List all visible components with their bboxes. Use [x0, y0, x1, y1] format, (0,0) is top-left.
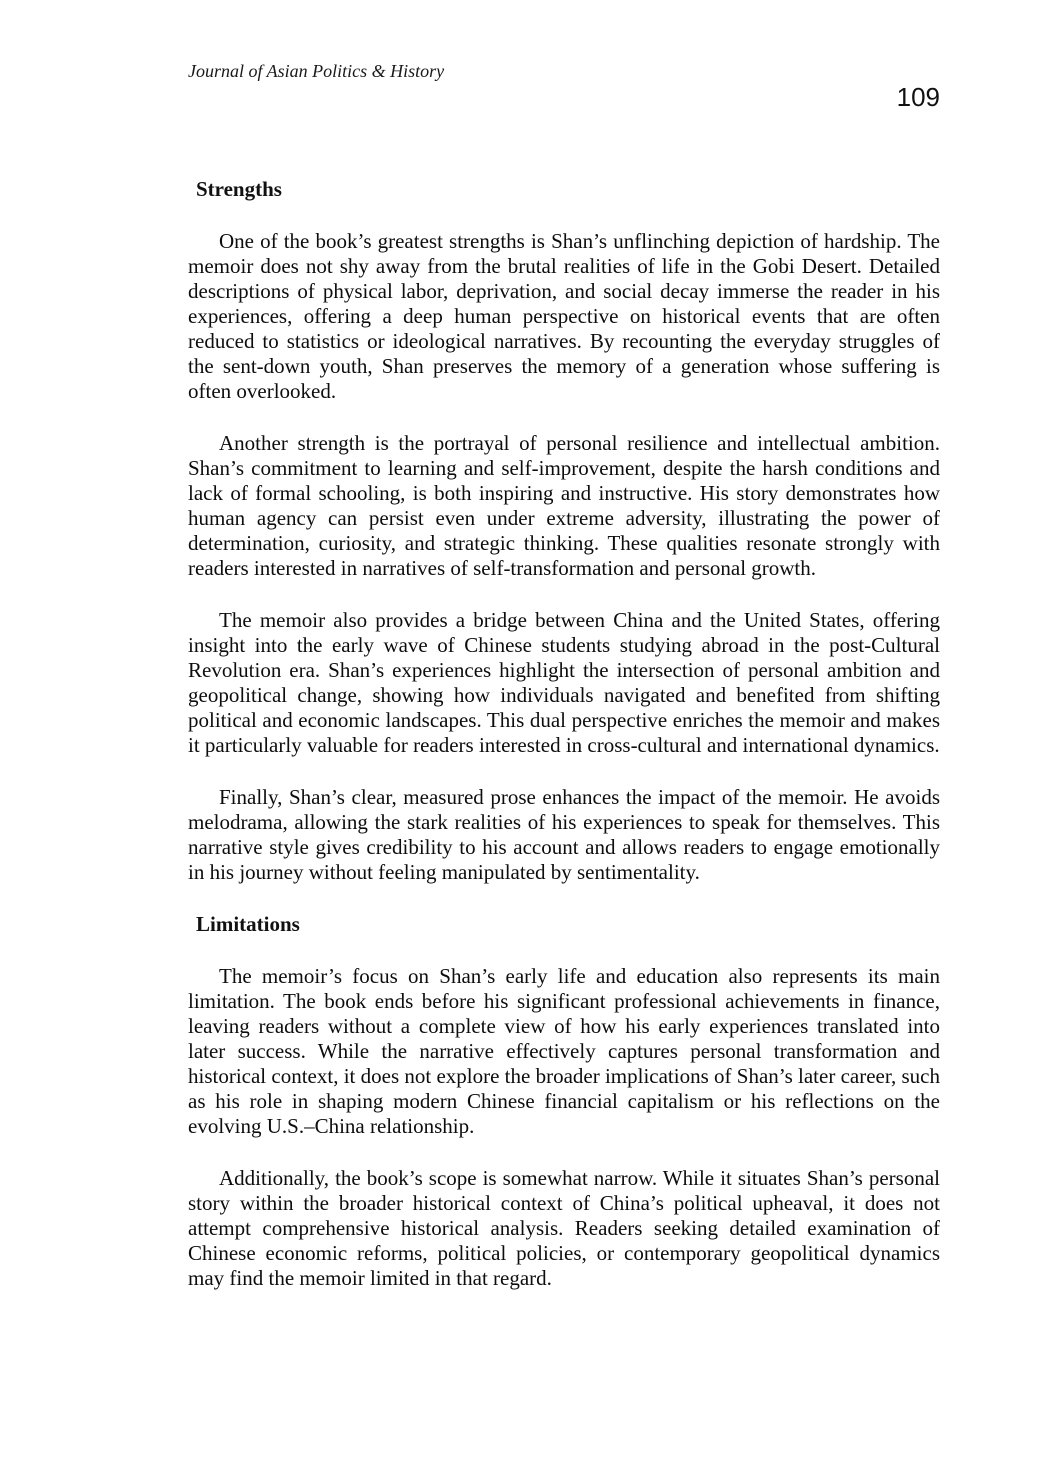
page-body [188, 177, 940, 1291]
section-heading-strengths: Strengths [196, 177, 282, 201]
section-heading-limitations: Limitations [196, 912, 300, 936]
paragraph-limitations-2: Additionally, the book’s scope is somewhat narrow. While it situates Shan’s personal story within the broader historical context of China’s political upheaval, it does not attempt comprehensive historical analysis. Readers seeking detailed examination of Chinese economic reforms, political policies, or contemporary geopolitical dynamics may find the memoir limited in that regard. [188, 1166, 940, 1290]
paragraph-strengths-1: One of the book’s greatest strengths is Shan’s unflinching depiction of hardship. The memoir does not shy away from the brutal realities of life in the Gobi Desert. Detailed descriptions of physical labor, deprivation, and social decay immerse the reader in his experiences, offering a deep human perspective on historical events that are often reduced to statistics or ideological narratives. By recounting the everyday struggles of the sent-down youth, Shan preserves the memory of a generation whose suffering is often overlooked. [188, 229, 940, 403]
paragraph-limitations-1: The memoir’s focus on Shan’s early life and education also represents its main limitation. The book ends before his significant professional achievements in finance, leaving readers without a complete view of how his early experiences translated into later success. While the narrative effectively captures personal transformation and historical context, it does not explore the broader implications of Shan’s later career, such as his role in shaping modern Chinese financial capitalism or his reflections on the evolving U.S.–China relationship. [188, 964, 941, 1138]
paragraph-strengths-2: Another strength is the portrayal of personal resilience and intellectual ambition. Shan’s commitment to learning and self-improvement, despite the harsh conditions and lack of formal schooling, is both inspiring and instructive. His story demonstrates how human agency can persist even under extreme adversity, illustrating the power of determination, curiosity, and strategic thinking. These qualities resonate strongly with readers interested in narratives of self-transformation and personal growth. [188, 431, 940, 580]
paragraph-strengths-3: The memoir also provides a bridge between China and the United States, offering insight into the early wave of Chinese students studying abroad in the post-Cultural Revolution era. Shan’s experiences highlight the intersection of personal ambition and geopolitical change, showing how individuals navigated and benefited from shifting political and economic landscapes. This dual perspective enriches the memoir and makes it particularly valuable for readers interested in cross-cultural and international dynamics. [188, 608, 940, 757]
page-number: 109 [896, 82, 940, 112]
page-header [188, 61, 940, 110]
journal-title: Journal of Asian Politics & History [188, 61, 445, 81]
paragraph-strengths-4: Finally, Shan’s clear, measured prose enhances the impact of the memoir. He avoids melodrama, allowing the stark realities of his experiences to speak for themselves. This narrative style gives credibility to his account and allows readers to engage emotionally in his journey without feeling manipulated by sentimentality. [188, 785, 940, 884]
